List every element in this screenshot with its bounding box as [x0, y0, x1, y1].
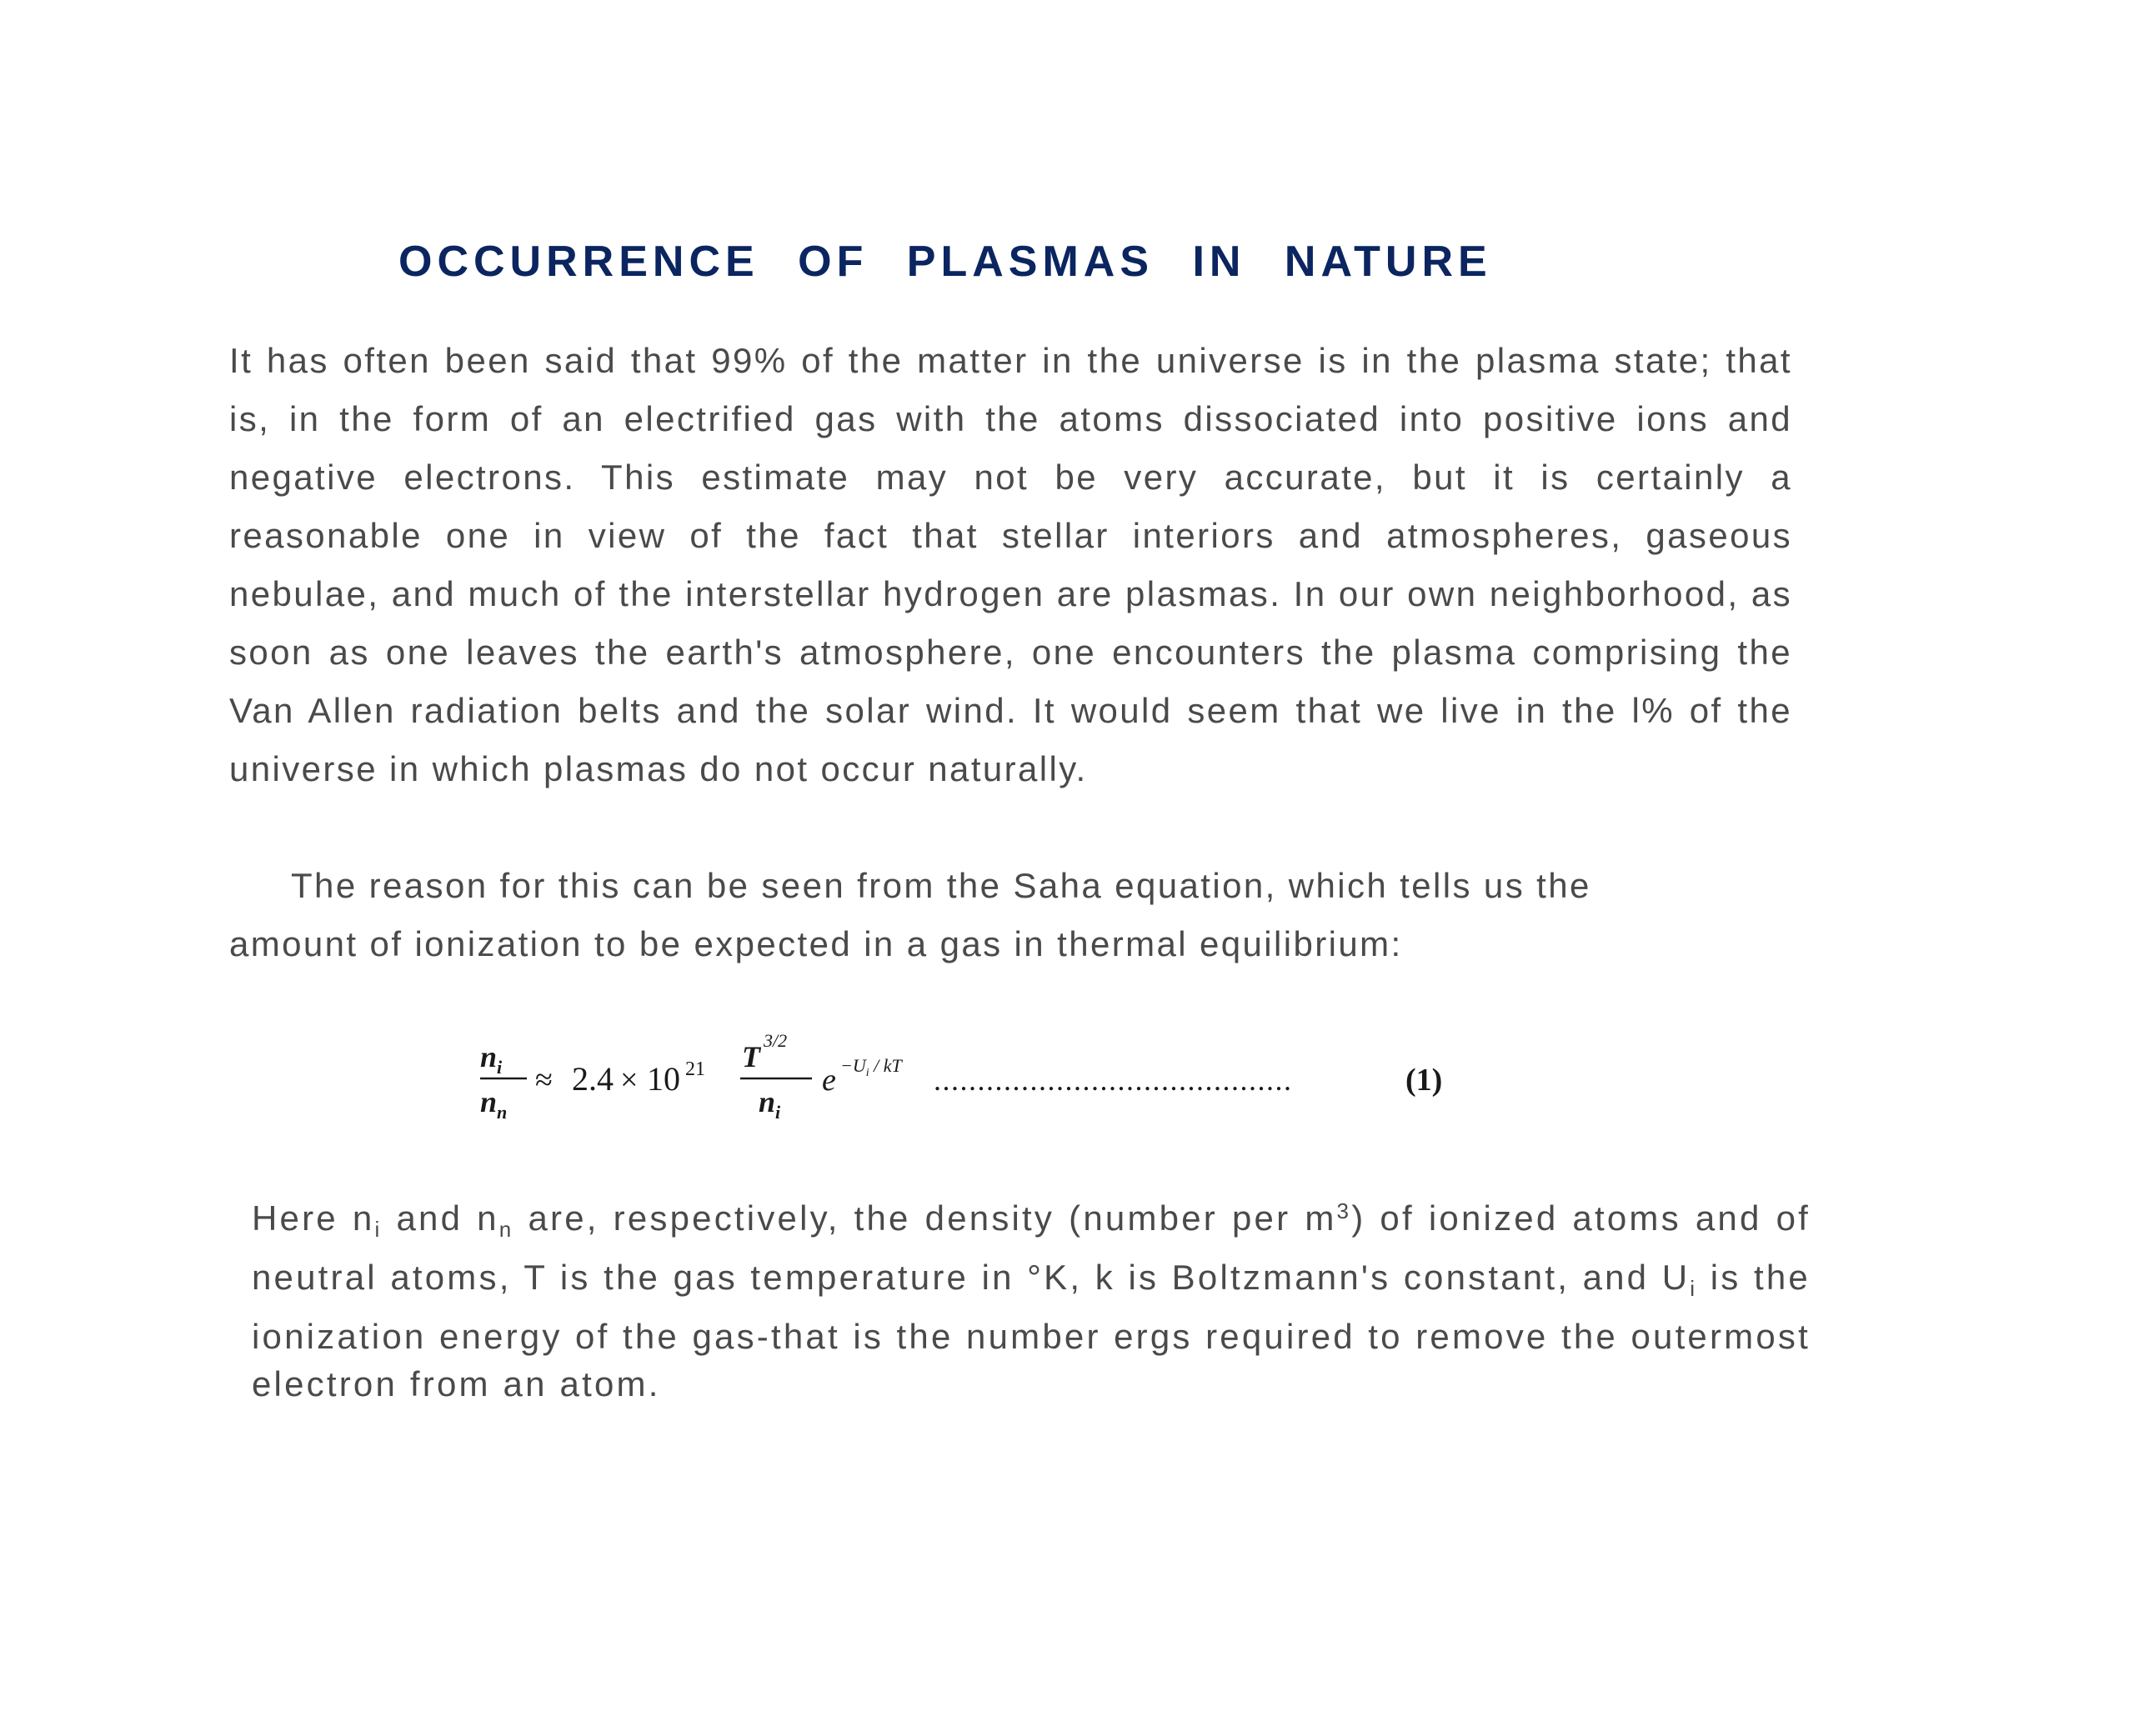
coefficient: 2.4: [572, 1060, 614, 1098]
rhs-numerator-exponent: 3/2: [764, 1030, 788, 1051]
equation-leader: .........................................: [934, 1063, 1293, 1097]
saha-intro-paragraph: [229, 857, 1680, 973]
lhs-numerator: $n_i$: [480, 1040, 503, 1078]
saha-equation: [480, 1025, 1480, 1125]
approx-sign: ≈: [535, 1063, 553, 1098]
saha-equation-svg: [480, 1025, 1480, 1125]
exponential-base: e: [822, 1063, 836, 1098]
power-exponent: 21: [685, 1058, 705, 1080]
saha-intro-line-1: The reason for this can be seen from the Saha equation, which tells us the: [291, 866, 1591, 905]
times-sign: ×: [620, 1063, 639, 1098]
power-base: 10: [647, 1060, 680, 1098]
rhs-denominator: $n_i$: [759, 1085, 781, 1123]
saha-intro-line-2: amount of ionization to be expected in a gas in thermal equilibrium:: [229, 924, 1403, 963]
rhs-numerator: T: [742, 1040, 760, 1073]
definitions-paragraph: Here $n_i$ and $n_n$ are, respectively, the density (number per $m^3$) of ionized atoms and of neutral atoms, T is the gas temperature in °K, k is Boltzmann's constant, and $U_i$ is the ionization energy of the gas-that is the number ergs required to remove the outermost electron from an atom.: [252, 1198, 1811, 1403]
exponential-power: $-U_i$ / kT: [840, 1055, 902, 1079]
intro-paragraph: It has often been said that 99% of the matter in the universe is in the plasma state; that is, in the form of an electrified gas with the atoms dissociated into positive ions and negative electrons. This estimate may not be very accurate, but it is certainly a reasonable one in view of the fact that stellar interiors and atmospheres, gaseous nebulae, and much of the interstellar hydrogen are plasmas. In our own neighborhood, as soon as one leaves the earth's atmosphere, one encounters the plasma comprising the Van Allen radiation belts and the solar wind. It would seem that we live in the l% of the universe in which plasmas do not occur naturally.: [229, 341, 1792, 788]
page-title: OCCURRENCE OF PLASMAS IN NATURE: [398, 238, 1492, 286]
equation-number: (1): [1405, 1063, 1443, 1098]
lhs-denominator: $n_n$: [480, 1085, 508, 1123]
